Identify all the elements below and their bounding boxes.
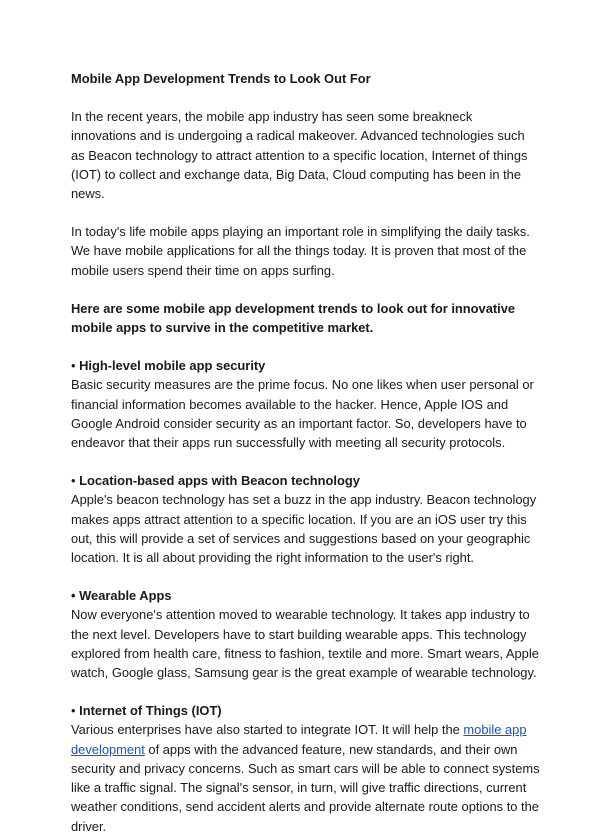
section-heading bbox=[71, 471, 540, 490]
lead-in-paragraph: Here are some mobile app development trends to look out for innovative mobile apps to survive in the competitive market. bbox=[71, 300, 516, 336]
section-security bbox=[71, 356, 540, 452]
section-heading bbox=[71, 586, 540, 605]
bullet-icon: • bbox=[71, 473, 76, 489]
section-heading-text: Wearable Apps bbox=[79, 588, 172, 604]
bullet-icon: • bbox=[71, 703, 76, 719]
section-body-before-link: Various enterprises have also started to integrate IOT. It will help the bbox=[71, 722, 464, 738]
section-heading-text: Location-based apps with Beacon technology bbox=[79, 473, 360, 489]
section-body-after-link: of apps with the advanced feature, new standards, and their own security and privacy concerns. Such as smart cars will be able to connect systems like a traffic signal. The signal's sensor, in turn, will give traffic directions, current weather conditions, send accident alerts and provide alternate route options to the driver. bbox=[71, 741, 540, 834]
section-heading bbox=[71, 356, 540, 375]
section-beacon bbox=[71, 471, 540, 567]
section-wearable bbox=[71, 586, 540, 682]
document-title: Mobile App Development Trends to Look Out For bbox=[71, 71, 371, 86]
section-body bbox=[71, 720, 540, 835]
section-heading-text: High-level mobile app security bbox=[79, 358, 266, 374]
section-body: Basic security measures are the prime focus. No one likes when user personal or financial information becomes available to the hacker. Hence, Apple IOS and Google Android consider security as an important factor. So, developers have to endeavor that their apps run successfully with meeting all security protocols. bbox=[71, 377, 534, 451]
section-heading bbox=[71, 701, 540, 720]
section-body: Apple's beacon technology has set a buzz in the app industry. Beacon technology makes apps attract attention to a specific location. If you are an iOS user try this out, this will provide a set of services and suggestions based on your geographic location. It is all about providing the right information to the user's right. bbox=[71, 492, 537, 566]
section-body: Now everyone's attention moved to wearable technology. It takes app industry to the next level. Developers have to start building wearable apps. This technology explored from health care, fitness to fashion, textile and more. Smart wears, Apple watch, Google glass, Samsung gear is the great example of wearable technology. bbox=[71, 607, 539, 681]
section-iot bbox=[71, 701, 540, 835]
bullet-icon: • bbox=[71, 588, 76, 604]
bullet-icon: • bbox=[71, 358, 76, 374]
mobile-app-development-link[interactable]: mobile app development bbox=[71, 722, 527, 757]
intro-paragraph-1: In the recent years, the mobile app industry has seen some breakneck innovations and is undergoing a radical makeover. Advanced technologies such as Beacon technology to attract attention to a specific location, Internet of things (IOT) to collect and exchange data, Big Data, Cloud computing has been in the news. bbox=[71, 109, 528, 202]
intro-paragraph-2: In today's life mobile apps playing an important role in simplifying the daily tasks. We have mobile applications for all the things today. It is proven that most of the mobile users spend their time on apps surfing. bbox=[71, 224, 530, 278]
section-heading-text: Internet of Things (IOT) bbox=[79, 703, 222, 719]
